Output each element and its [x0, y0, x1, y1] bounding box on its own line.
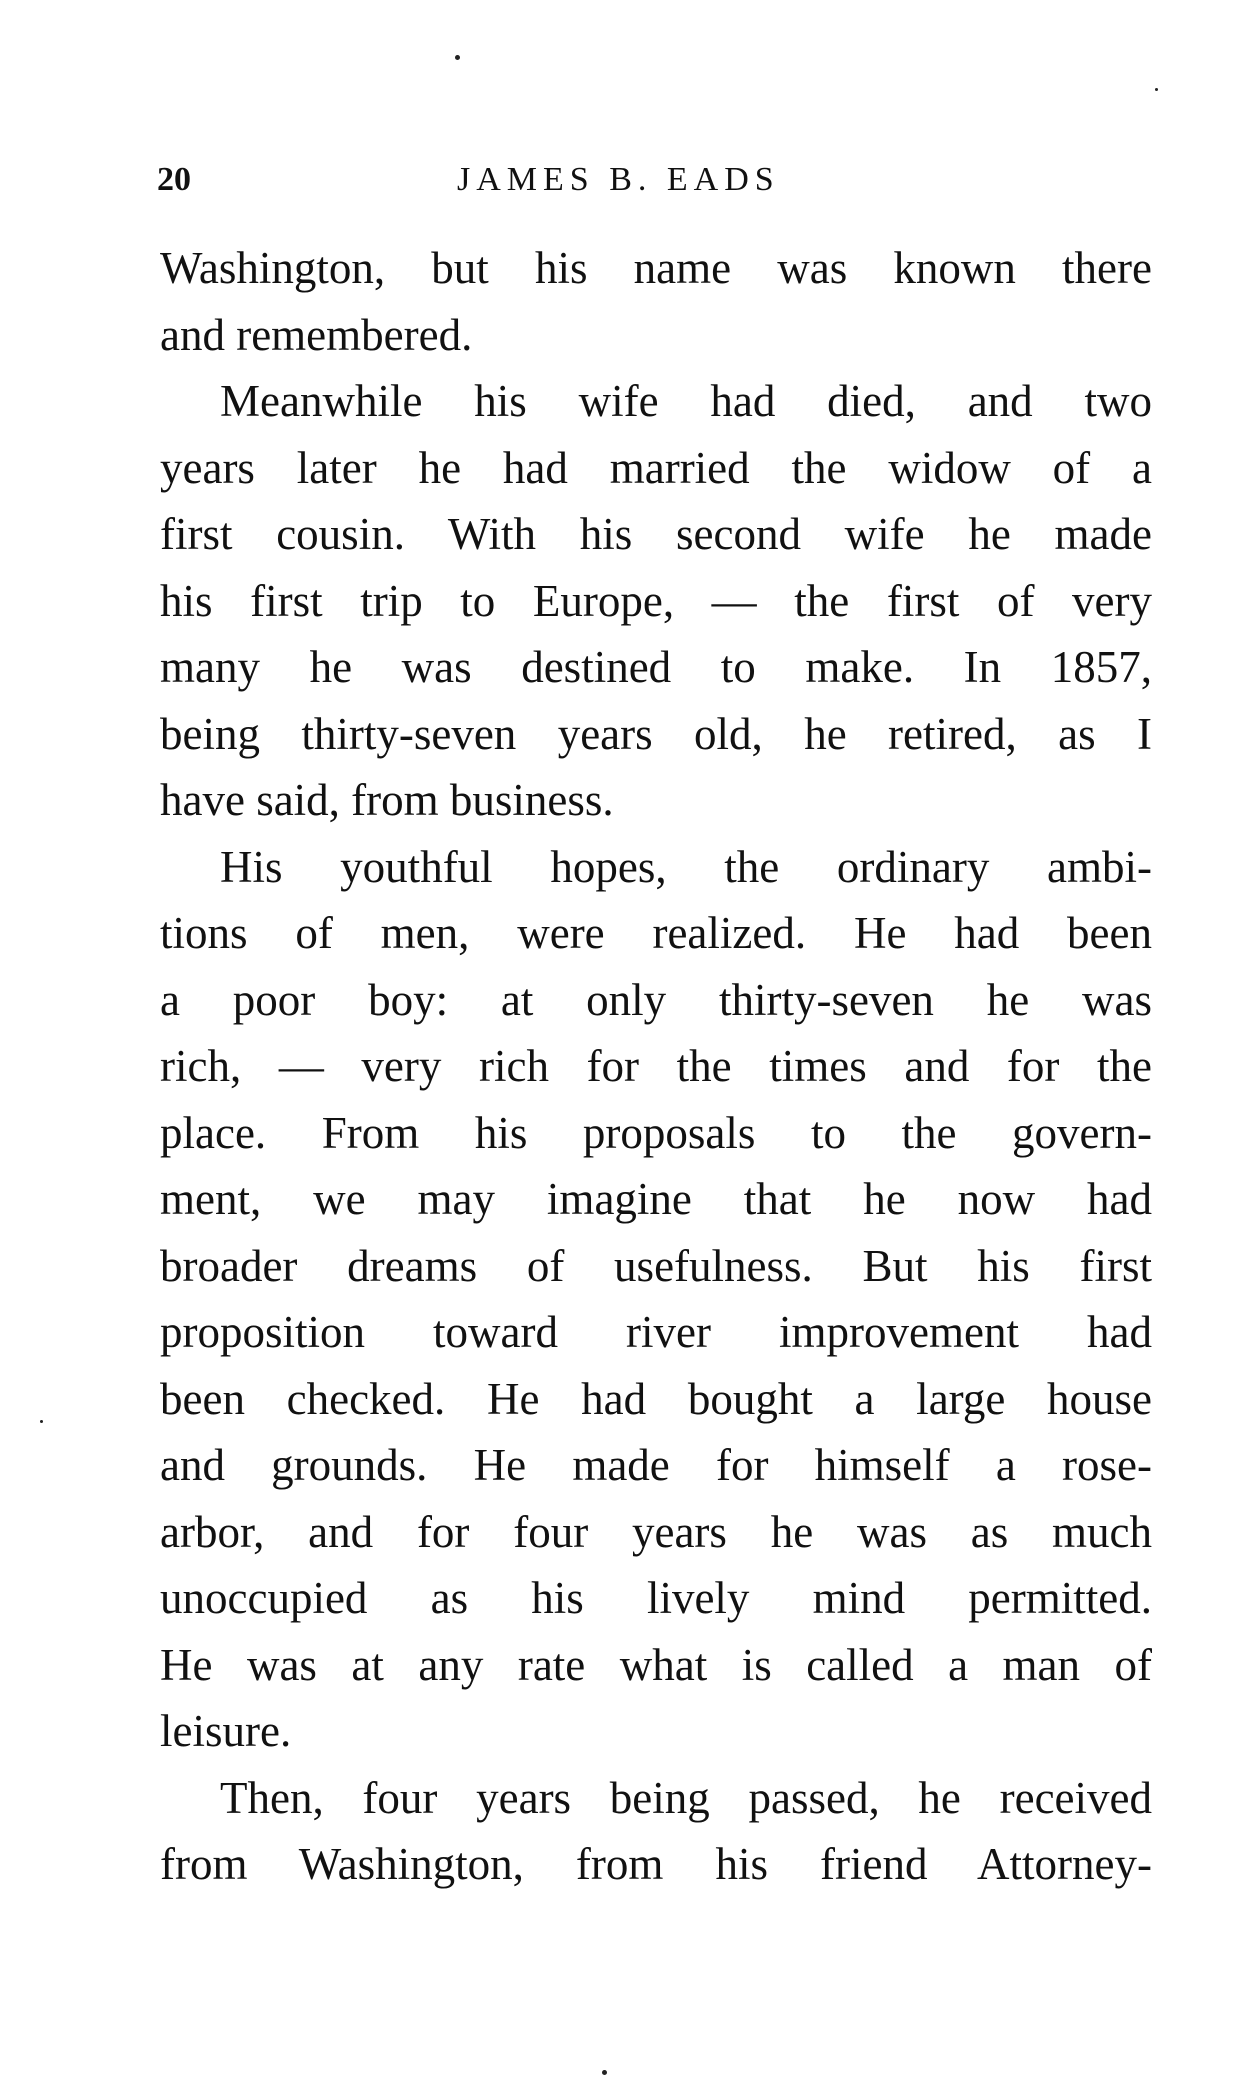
text-line: tions of men, were realized. He had been	[160, 908, 1152, 958]
text-line: his first trip to Europe, — the first of very	[160, 575, 1152, 626]
text-line: proposition toward river improvement had	[160, 1307, 1152, 1357]
text-line: have said, from business.	[160, 775, 614, 825]
page-header	[157, 150, 1057, 210]
page-number: 20	[157, 161, 191, 198]
scan-speck	[602, 2070, 607, 2075]
text-line: unoccupied as his lively mind permitted.	[160, 1573, 1152, 1623]
scan-speck	[1155, 88, 1158, 91]
text-line: His youthful hopes, the ordinary ambi-	[220, 841, 1152, 892]
scan-speck	[455, 55, 460, 60]
text-line: and remembered.	[160, 309, 473, 360]
text-line: being thirty-seven years old, he retired, as I	[160, 708, 1152, 759]
text-line: Then, four years being passed, he received	[220, 1772, 1152, 1823]
scan-speck	[40, 1420, 43, 1423]
text-line: been checked. He had bought a large house	[160, 1373, 1152, 1424]
text-line: broader dreams of usefulness. But his first	[160, 1240, 1152, 1291]
text-line: rich, — very rich for the times and for the	[160, 1041, 1152, 1091]
text-line: many he was destined to make. In 1857,	[160, 642, 1152, 692]
text-line: leisure.	[160, 1706, 292, 1756]
text-line: years later he had married the widow of a	[160, 442, 1152, 493]
text-line: Washington, but his name was known there	[160, 243, 1152, 293]
text-line: first cousin. With his second wife he made	[160, 509, 1152, 559]
running-head: JAMES B. EADS	[457, 161, 780, 198]
text-line: He was at any rate what is called a man of	[160, 1639, 1152, 1690]
text-line: Meanwhile his wife had died, and two	[220, 376, 1152, 426]
text-line: from Washington, from his friend Attorney-	[160, 1839, 1152, 1889]
text-line: and grounds. He made for himself a rose-	[160, 1440, 1152, 1490]
text-line: ment, we may imagine that he now had	[160, 1174, 1152, 1224]
text-line: place. From his proposals to the govern-	[160, 1107, 1152, 1158]
body-text	[160, 235, 1152, 1898]
text-line: arbor, and for four years he was as much	[160, 1506, 1152, 1557]
text-line: a poor boy: at only thirty-seven he was	[160, 974, 1152, 1025]
